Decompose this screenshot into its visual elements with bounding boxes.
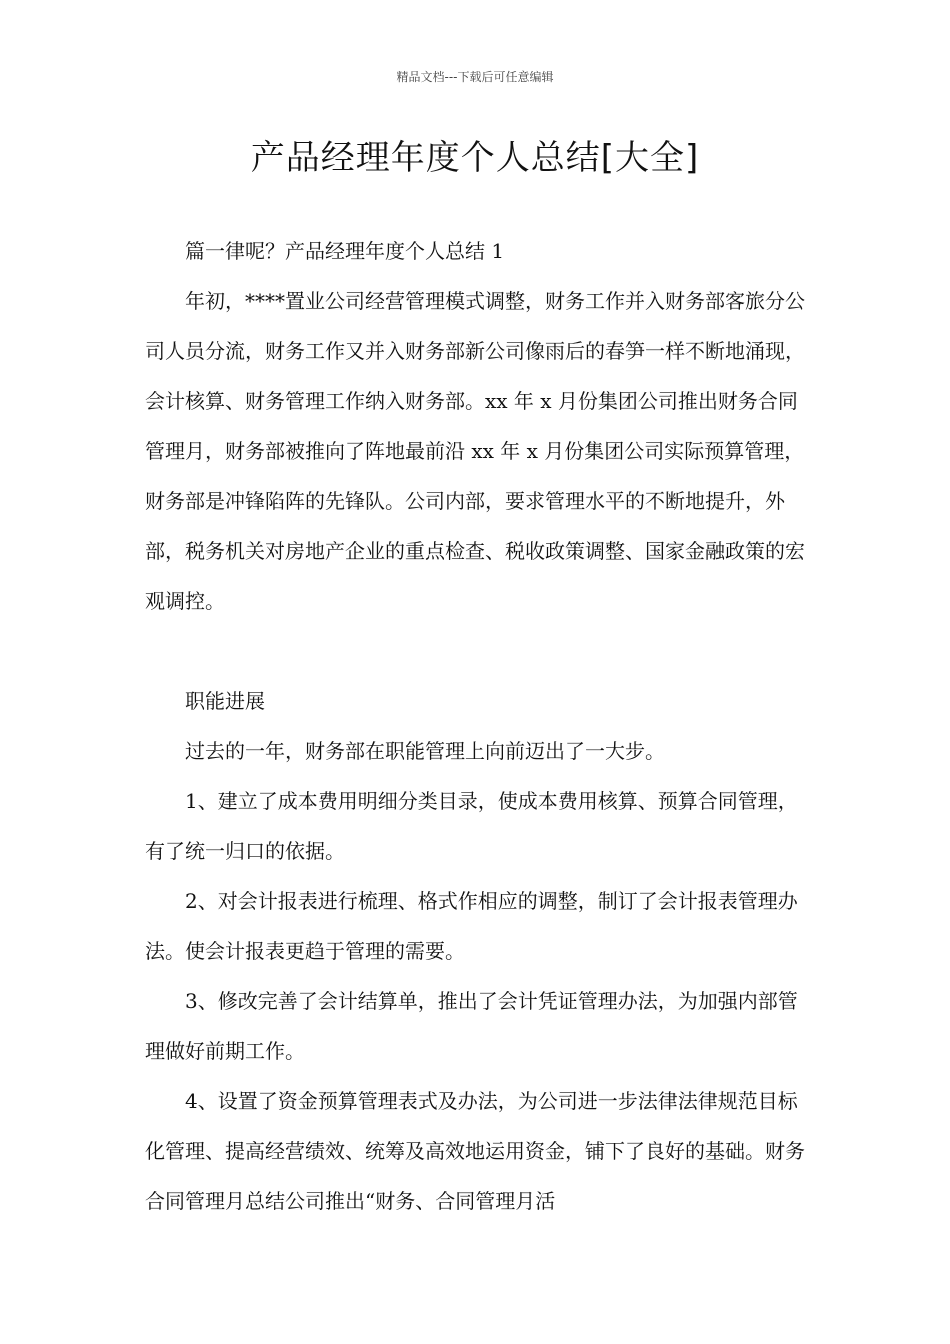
subsection-heading: 职能进展 [185, 689, 265, 713]
list-item-3: 3、修改完善了会计结算单，推出了会计凭证管理办法，为加强内部管理做好前期工作。 [145, 989, 798, 1063]
paragraph-intro: 年初，****置业公司经营管理模式调整，财务工作并入财务部客旅分公司人员分流，财务工作又并入财务部新公司像雨后的春笋一样不断地涌现，会计核算、财务管理工作纳入财务部。xx 年 x 月份集团公司推出财务合同管理月，财务部被推向了阵地最前沿 xx 年 x 月份集团公司实际预算管理，财务部是冲锋陷阵的先锋队。公司内部，要求管理水平的不断地提升，外部，税务机关对房地产企业的重点检查、税收政策调整、国家金融政策的宏观调控。 [145, 289, 805, 613]
list-item-4: 4、设置了资金预算管理表式及办法，为公司进一步法律法律规范目标化管理、提高经营绩效、统筹及高效地运用资金，铺下了良好的基础。财务合同管理月总结公司推出“财务、合同管理月活 [145, 1089, 805, 1213]
list-item-1: 1、建立了成本费用明细分类目录，使成本费用核算、预算合同管理，有了统一归口的依据。 [145, 789, 798, 863]
list-item-2: 2、对会计报表进行梳理、格式作相应的调整，制订了会计报表管理办法。使会计报表更趋于管理的需要。 [145, 889, 798, 963]
section-heading: 篇一律呢？产品经理年度个人总结 1 [185, 239, 505, 263]
page-header: 精品文档---下载后可任意编辑 [396, 70, 554, 84]
paragraph-summary: 过去的一年，财务部在职能管理上向前迈出了一大步。 [185, 739, 665, 763]
document-title: 产品经理年度个人总结[大全] [250, 138, 700, 178]
document-body [145, 226, 807, 1226]
